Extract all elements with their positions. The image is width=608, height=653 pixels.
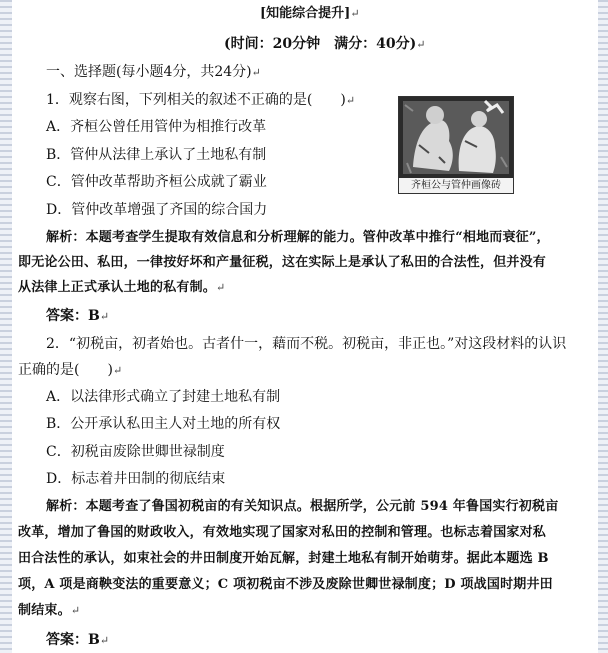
q2-answer: 答案：B↵ (46, 632, 110, 648)
q1-analysis-line-1: 解析：本题考查学生提取有效信息和分析理解的能力。管仲改革中推行“相地而衰征”， (46, 230, 550, 245)
section-title: [知能综合提升]↵ (260, 6, 360, 21)
q2-option-a: A．以法律形式确立了封建土地私有制 (46, 389, 281, 405)
q1-stem: 1．观察右图，下列相关的叙述不正确的是( )↵ (46, 92, 356, 108)
q1-option-b: B．管仲从法律上承认了土地私有制 (46, 147, 267, 163)
portrait-brick-drawing (399, 97, 513, 178)
q2-stem-line-2: 正确的是( )↵ (18, 362, 123, 378)
q1-option-c: C．管仲改革帮助齐桓公成就了霸业 (46, 174, 267, 190)
q1-analysis-line-3: 从法律上正式承认土地的私有制。↵ (18, 280, 226, 295)
part1-heading: 一、选择题(每小题4分，共24分)↵ (46, 64, 261, 80)
q1-option-d: D．管仲改革增强了齐国的综合国力 (46, 202, 268, 218)
q2-option-d: D．标志着井田制的彻底结束 (46, 471, 226, 487)
q2-analysis-line-3: 田合法性的承认，如束社会的井田制度开始瓦解，封建土地私有制开始萌芽。据此本题选 B (18, 551, 549, 566)
q1-answer: 答案：B↵ (46, 308, 110, 324)
q2-analysis-line-5: 制结束。↵ (18, 603, 81, 618)
q1-option-a: A．齐桓公曾任用管仲为相推行改革 (46, 119, 267, 135)
q2-option-c: C．初税亩废除世卿世禄制度 (46, 444, 225, 460)
q2-option-b: B．公开承认私田主人对土地的所有权 (46, 416, 281, 432)
document-page (12, 0, 598, 653)
image-caption: 齐桓公与管仲画像砖 (399, 178, 513, 193)
q2-analysis-line-4: 项，A 项是商鞅变法的重要意义；C 项初税亩不涉及废除世卿世禄制度；D 项战国时期井田 (18, 577, 553, 592)
q1-analysis-line-2: 即无论公田、私田，一律按好坏和产量征税，这在实际上是承认了私田的合法性，但并没有 (18, 255, 547, 270)
q2-analysis-line-1: 解析：本题考查了鲁国初税亩的有关知识点。根据所学，公元前 594 年鲁国实行初税亩 (46, 499, 559, 514)
page-margin-right (598, 0, 608, 653)
q2-stem-line-1: 2．“初税亩，初者始也。古者什一，藉而不税。初税亩，非正也。”对这段材料的认识 (46, 336, 567, 352)
time-limit: (时间：20分钟 满分：40分)↵ (224, 36, 426, 52)
q2-analysis-line-2: 改革，增加了鲁国的财政收入，有效地实现了国家对私田的控制和管理。也标志着国家对私 (18, 525, 547, 540)
portrait-brick-image (398, 96, 514, 194)
page-margin-left (0, 0, 12, 653)
